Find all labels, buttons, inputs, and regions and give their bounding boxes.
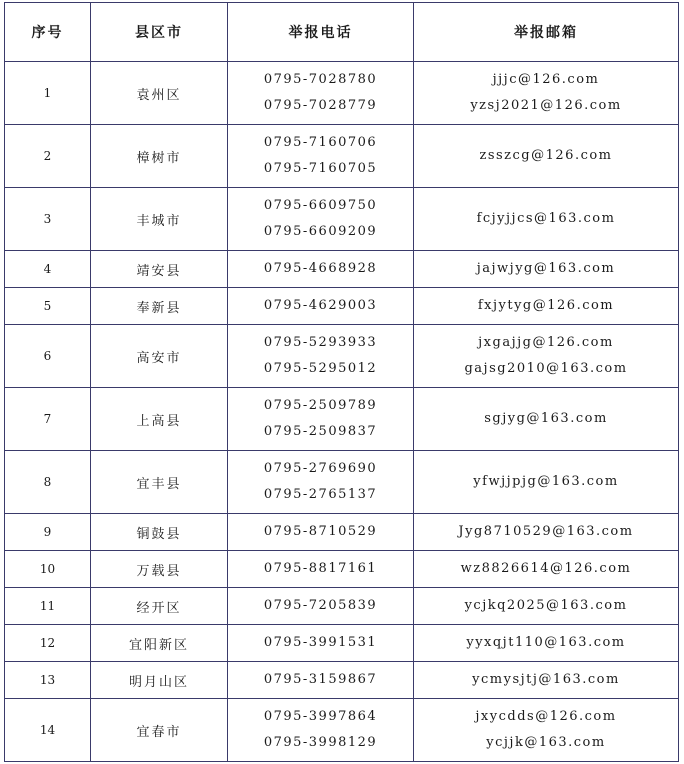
email-address: wz8826614@126.com — [460, 561, 632, 576]
row-phones — [228, 251, 414, 288]
row-index: 13 — [5, 662, 91, 699]
row-index: 6 — [5, 325, 91, 388]
email-address: sgjyg@163.com — [484, 411, 608, 426]
email-address: yyxqjt110@163.com — [466, 635, 626, 650]
phone-number: 0795-4629003 — [263, 298, 378, 313]
phone-number: 0795-2769690 — [263, 461, 378, 476]
row-county: 高安市 — [91, 325, 228, 388]
row-phones — [228, 551, 414, 588]
header-row — [5, 3, 679, 62]
row-emails — [414, 325, 679, 388]
row-county: 宜丰县 — [91, 451, 228, 514]
table-row — [5, 125, 679, 188]
email-address: yfwjjpjg@163.com — [473, 474, 619, 489]
row-index: 10 — [5, 551, 91, 588]
row-phones — [228, 662, 414, 699]
phone-number: 0795-5295012 — [263, 361, 378, 376]
row-index: 11 — [5, 588, 91, 625]
phone-number: 0795-7028779 — [263, 98, 378, 113]
row-emails — [414, 662, 679, 699]
email-address: jxgajjg@126.com — [478, 335, 614, 350]
email-address: ycjkq2025@163.com — [464, 598, 628, 613]
row-index: 5 — [5, 288, 91, 325]
row-phones — [228, 125, 414, 188]
row-phones — [228, 388, 414, 451]
row-county: 上高县 — [91, 388, 228, 451]
row-emails — [414, 625, 679, 662]
table-row — [5, 451, 679, 514]
table-row — [5, 662, 679, 699]
table-row — [5, 514, 679, 551]
row-phones — [228, 699, 414, 762]
phone-number: 0795-3997864 — [263, 709, 378, 724]
email-address: jjjc@126.com — [492, 72, 600, 87]
row-phones — [228, 188, 414, 251]
phone-number: 0795-3991531 — [263, 635, 378, 650]
row-index: 12 — [5, 625, 91, 662]
row-phones — [228, 625, 414, 662]
phone-number: 0795-6609209 — [263, 224, 378, 239]
header-county: 县区市 — [91, 3, 228, 62]
email-address: yzsj2021@126.com — [470, 98, 622, 113]
email-address: gajsg2010@163.com — [464, 361, 628, 376]
row-phones — [228, 62, 414, 125]
email-address: jajwjyg@163.com — [476, 261, 616, 276]
phone-number: 0795-2765137 — [263, 487, 378, 502]
row-county: 明月山区 — [91, 662, 228, 699]
table-row — [5, 551, 679, 588]
row-emails — [414, 699, 679, 762]
row-index: 8 — [5, 451, 91, 514]
row-phones — [228, 514, 414, 551]
email-address: fxjytyg@126.com — [477, 298, 615, 313]
phone-number: 0795-7160705 — [263, 161, 378, 176]
email-address: Jyg8710529@163.com — [458, 524, 634, 539]
email-address: zsszcg@126.com — [479, 148, 613, 163]
email-address: fcjyjjcs@163.com — [476, 211, 616, 226]
row-county: 铜鼓县 — [91, 514, 228, 551]
row-emails — [414, 251, 679, 288]
table-row — [5, 699, 679, 762]
header-index: 序号 — [5, 3, 91, 62]
row-county: 奉新县 — [91, 288, 228, 325]
header-phone: 举报电话 — [228, 3, 414, 62]
table-row — [5, 388, 679, 451]
row-county: 经开区 — [91, 588, 228, 625]
phone-number: 0795-4668928 — [263, 261, 378, 276]
table-row — [5, 188, 679, 251]
phone-number: 0795-3998129 — [263, 735, 378, 750]
phone-number: 0795-8710529 — [263, 524, 378, 539]
table-row — [5, 325, 679, 388]
row-emails — [414, 451, 679, 514]
row-emails — [414, 551, 679, 588]
row-index: 7 — [5, 388, 91, 451]
row-county: 丰城市 — [91, 188, 228, 251]
phone-number: 0795-2509789 — [263, 398, 378, 413]
row-phones — [228, 325, 414, 388]
email-address: ycmysjtj@163.com — [472, 672, 620, 687]
table-row — [5, 251, 679, 288]
phone-number: 0795-5293933 — [263, 335, 378, 350]
row-index: 14 — [5, 699, 91, 762]
phone-number: 0795-6609750 — [263, 198, 378, 213]
phone-number: 0795-7028780 — [263, 72, 378, 87]
report-contacts-table — [4, 2, 679, 762]
row-index: 9 — [5, 514, 91, 551]
row-index: 4 — [5, 251, 91, 288]
email-address: jxycdds@126.com — [475, 709, 617, 724]
row-county: 袁州区 — [91, 62, 228, 125]
row-phones — [228, 288, 414, 325]
row-index: 2 — [5, 125, 91, 188]
phone-number: 0795-3159867 — [263, 672, 378, 687]
row-phones — [228, 451, 414, 514]
row-emails — [414, 514, 679, 551]
row-county: 宜阳新区 — [91, 625, 228, 662]
row-emails — [414, 188, 679, 251]
row-county: 靖安县 — [91, 251, 228, 288]
row-emails — [414, 125, 679, 188]
row-county: 万载县 — [91, 551, 228, 588]
row-emails — [414, 388, 679, 451]
row-index: 3 — [5, 188, 91, 251]
row-county: 宜春市 — [91, 699, 228, 762]
row-phones — [228, 588, 414, 625]
phone-number: 0795-7205839 — [263, 598, 378, 613]
phone-number: 0795-7160706 — [263, 135, 378, 150]
row-emails — [414, 288, 679, 325]
email-address: ycjjk@163.com — [486, 735, 606, 750]
row-index: 1 — [5, 62, 91, 125]
table-row — [5, 625, 679, 662]
phone-number: 0795-8817161 — [263, 561, 378, 576]
row-emails — [414, 588, 679, 625]
table-row — [5, 288, 679, 325]
row-county: 樟树市 — [91, 125, 228, 188]
table-row — [5, 588, 679, 625]
row-emails — [414, 62, 679, 125]
header-email: 举报邮箱 — [414, 3, 679, 62]
table-row — [5, 62, 679, 125]
phone-number: 0795-2509837 — [263, 424, 378, 439]
